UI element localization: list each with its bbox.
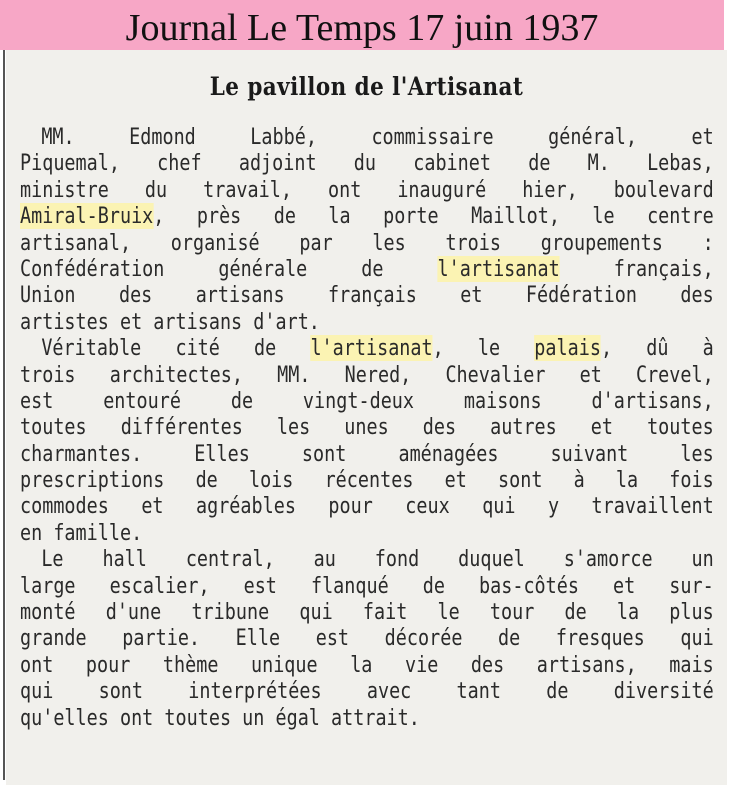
highlighted-term: l'artisanat [437, 255, 560, 282]
line-text: Union des artisans français et Fédération des [20, 282, 714, 309]
line-text: Piquemal, chef adjoint du cabinet de M. Lebas, [20, 150, 714, 177]
line-text: trois architectes, MM. Nered, Chevalier et Crevel, [20, 361, 714, 388]
line-text: monté d'une tribune qui fait le tour de la plus [20, 599, 714, 626]
article-line [20, 414, 714, 440]
highlighted-term: l'artisanat [310, 335, 433, 362]
line-text: charmantes. Elles sont aménagées suivant les [20, 440, 714, 467]
line-text: large escalier, est flanqué de bas-côtés et sur- [20, 572, 714, 599]
article-line [20, 625, 714, 651]
newspaper-clipping [6, 50, 727, 785]
line-text: qu'elles ont toutes un égal attrait. [20, 704, 420, 731]
article-line [20, 388, 714, 414]
article-line [20, 467, 714, 493]
line-text: qui sont interprétées avec tant de diversité [20, 678, 714, 705]
article-line [20, 652, 714, 678]
article-line [20, 124, 714, 150]
line-text: toutes différentes les unes des autres et toutes [20, 414, 714, 441]
page-title: Journal Le Temps 17 juin 1937 [125, 7, 599, 49]
line-text: , près de la porte Maillot, le centre [153, 203, 714, 230]
line-text: prescriptions de lois récentes et sont à la fois [20, 467, 714, 494]
article-line [20, 441, 714, 467]
line-text: est entouré de vingt-deux maisons d'artisans, [20, 387, 714, 414]
article-line [20, 362, 714, 388]
highlighted-term: palais [534, 335, 601, 362]
line-text: en famille. [20, 519, 143, 546]
article-line [20, 705, 714, 731]
highlighted-term: Amiral-Bruix [20, 203, 154, 230]
article-line [20, 546, 714, 572]
article-line [20, 203, 714, 229]
article-line [20, 230, 714, 256]
line-text: ont pour thème unique la vie des artisans, mais [20, 651, 714, 678]
article-line [20, 493, 714, 519]
line-text: , dû à [600, 335, 714, 362]
article-line [20, 309, 714, 335]
article-headline: Le pavillon de l'Artisanat [209, 72, 524, 101]
article-body [20, 124, 714, 731]
article-line [20, 150, 714, 176]
line-text: , le [432, 335, 535, 362]
line-text: artisanal, organisé par les trois groupements : [20, 229, 714, 256]
article-line [20, 678, 714, 704]
line-text: Véritable cité de [41, 335, 311, 362]
line-text: Le hall central, au fond duquel s'amorce un [41, 546, 714, 573]
line-text: français, [559, 255, 714, 282]
line-text: commodes et agréables pour ceux qui y travaillent [20, 493, 714, 520]
line-text: ministre du travail, ont inauguré hier, boulevard [20, 176, 714, 203]
line-text: Confédération générale de [20, 255, 438, 282]
article-line [20, 335, 714, 361]
clipping-left-edge [3, 50, 5, 780]
article-line [20, 256, 714, 282]
page-title-banner [0, 0, 724, 50]
line-text: MM. Edmond Labbé, commissaire général, et [41, 124, 714, 150]
line-text: artistes et artisans d'art. [20, 308, 320, 335]
article-line [20, 177, 714, 203]
article-line [20, 599, 714, 625]
article-line [20, 520, 714, 546]
line-text: grande partie. Elle est décorée de fresques qui [20, 625, 714, 652]
article-line [20, 573, 714, 599]
article-line [20, 282, 714, 308]
